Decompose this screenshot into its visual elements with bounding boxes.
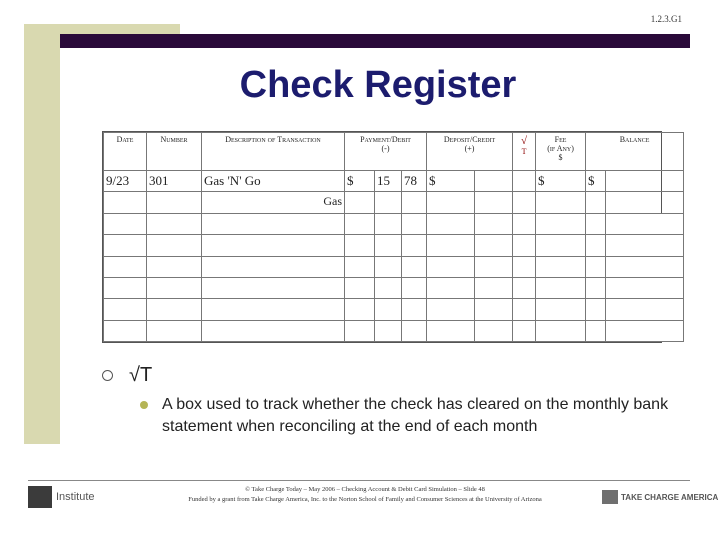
entry-payment-dollars: 15	[375, 171, 402, 192]
entry-check	[513, 171, 536, 192]
memo-cell	[513, 192, 536, 214]
header-fee-dollar: $	[558, 153, 563, 162]
slide-number: 1.2.3.G1	[650, 14, 682, 24]
take-charge-america-logo-icon	[28, 486, 52, 508]
entry-deposit-dollar-sign: $	[427, 171, 475, 192]
entry-date: 9/23	[104, 171, 147, 192]
page-title: Check Register	[239, 64, 517, 106]
memo-cell	[536, 192, 586, 214]
blank-row	[104, 299, 684, 320]
header-deposit-label: Deposit/Credit	[443, 135, 496, 144]
check-register-table	[102, 131, 662, 343]
blank-row	[104, 214, 684, 235]
footer	[130, 485, 600, 505]
blank-row	[104, 235, 684, 256]
check-mark-icon: √	[521, 135, 528, 147]
decorative-top-stripe	[24, 24, 180, 34]
bullet-label: √T	[129, 364, 153, 386]
entry-fee-dollar-sign: $	[536, 171, 586, 192]
hollow-circle-bullet-icon	[102, 370, 113, 381]
header-payment-label: Payment/Debit	[360, 135, 411, 144]
footer-divider	[28, 480, 690, 481]
memo-cell	[427, 192, 475, 214]
memo-cell	[104, 192, 147, 214]
memo-cell	[402, 192, 427, 214]
entry-balance-amount	[606, 171, 684, 192]
footer-funding: Funded by a grant from Take Charge America, Inc. to the Norton School of Family and Consumer Sciences at the University of Arizona	[188, 496, 542, 503]
header-deposit	[427, 133, 513, 171]
header-description: Description of Transaction	[202, 133, 345, 171]
bullet-item	[102, 364, 152, 387]
header-balance: Balance	[586, 133, 684, 171]
header-fee	[536, 133, 586, 171]
header-check	[513, 133, 536, 171]
header-number: Number	[147, 133, 202, 171]
header-deposit-sign: (+)	[464, 144, 475, 153]
memo-cell	[147, 192, 202, 214]
institute-logo	[28, 486, 95, 508]
sub-bullet-text: A box used to track whether the check has cleared on the monthly bank statement when reconciling at the end of each month	[162, 396, 669, 435]
entry-description: Gas 'N' Go	[202, 171, 345, 192]
entry-payment-cents: 78	[402, 171, 427, 192]
memo-cell	[475, 192, 513, 214]
memo-cell	[375, 192, 402, 214]
entry-deposit-amount	[475, 171, 513, 192]
entry-payment-dollar-sign: $	[345, 171, 375, 192]
memo-cell	[586, 192, 606, 214]
memo-cell	[606, 192, 684, 214]
entry-balance-dollar-sign: $	[586, 171, 606, 192]
header-fee-label: Fee	[554, 135, 567, 144]
dot-bullet-icon	[140, 401, 148, 409]
header-t: T	[521, 147, 527, 156]
memo-cell	[345, 192, 375, 214]
entry-number: 301	[147, 171, 202, 192]
blank-row	[104, 256, 684, 277]
header-payment-sign: (-)	[381, 144, 390, 153]
blank-row	[104, 320, 684, 341]
take-charge-america-logo	[602, 490, 718, 504]
logo-right-text: TAKE CHARGE AMERICA	[621, 492, 719, 502]
memo-text: Gas	[202, 192, 345, 214]
institute-logo-text: Institute	[56, 491, 95, 503]
blank-row	[104, 277, 684, 298]
decorative-header-bar	[60, 34, 690, 48]
sub-bullet-item	[140, 394, 700, 438]
header-date: Date	[104, 133, 147, 171]
logo-mark-icon	[602, 490, 618, 504]
header-payment	[345, 133, 427, 171]
header-fee-sub: (if Any)	[547, 144, 574, 153]
footer-copyright: © Take Charge Today – May 2006 – Checking Account & Debit Card Simulation – Slide 48	[245, 486, 485, 493]
